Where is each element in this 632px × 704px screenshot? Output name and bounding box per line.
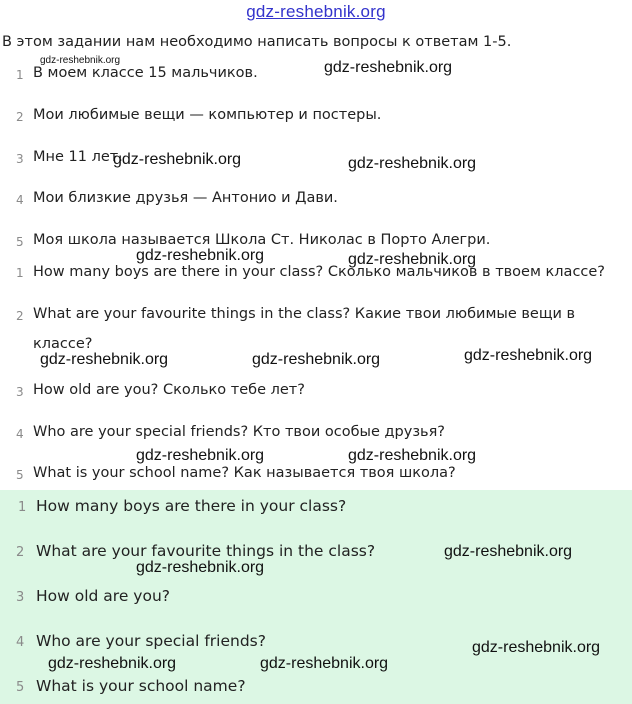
watermark: gdz-reshebnik.org xyxy=(40,351,169,368)
watermark: gdz-reshebnik.org xyxy=(324,59,453,76)
list-item-number: 1 xyxy=(18,500,27,515)
list-item: Who are your special friends? xyxy=(36,632,266,650)
list-item: Who are your special friends? Кто твои особые друзья? xyxy=(33,424,445,440)
task-intro: В этом задании нам необходимо написать вопросы к ответам 1-5. xyxy=(2,34,512,50)
watermark: gdz-reshebnik.org xyxy=(136,247,265,264)
watermark: gdz-reshebnik.org xyxy=(348,447,477,464)
watermark: gdz-reshebnik.org xyxy=(252,351,381,368)
list-item-number: 1 xyxy=(16,266,24,280)
list-item-number: 3 xyxy=(16,590,25,605)
list-item: Мне 11 лет. xyxy=(33,149,123,165)
list-item-number: 5 xyxy=(16,468,24,482)
list-item-number: 2 xyxy=(16,309,24,323)
list-item: В моем классе 15 мальчиков. xyxy=(33,65,258,81)
watermark: gdz-reshebnik.org xyxy=(113,151,242,168)
list-item-number: 2 xyxy=(16,545,25,560)
list-item: Мои любимые вещи — компьютер и постеры. xyxy=(33,107,382,123)
list-item-number: 2 xyxy=(16,110,24,124)
list-item: What is your school name? Как называется твоя школа? xyxy=(33,465,456,481)
watermark: gdz-reshebnik.org xyxy=(48,655,177,672)
watermark: gdz-reshebnik.org xyxy=(464,347,593,364)
watermark: gdz-reshebnik.org xyxy=(472,639,601,656)
list-item: What are your favourite things in the class? Какие твои любимые вещи в классе? xyxy=(33,306,576,352)
list-item-number: 3 xyxy=(16,385,24,399)
watermark: gdz-reshebnik.org xyxy=(348,251,477,268)
list-item-number: 4 xyxy=(16,193,24,207)
list-item: Моя школа называется Школа Ст. Николас в Порто Алегри. xyxy=(33,232,491,248)
watermark: gdz-reshebnik.org xyxy=(444,543,573,560)
watermark: gdz-reshebnik.org xyxy=(348,155,477,172)
list-item: How many boys are there in your class? Сколько мальчиков в твоем классе? xyxy=(33,264,605,280)
watermark: gdz-reshebnik.org xyxy=(260,655,389,672)
watermark: gdz-reshebnik.org xyxy=(136,559,265,576)
list-item: Мои близкие друзья — Антонио и Дави. xyxy=(33,190,338,206)
list-item: What are your favourite things in the class? xyxy=(36,542,376,560)
list-item: How old are you? Сколько тебе лет? xyxy=(33,382,305,398)
list-item: What is your school name? xyxy=(36,677,246,695)
list-item: How old are you? xyxy=(36,587,170,605)
list-item-number: 4 xyxy=(16,427,24,441)
watermark: gdz-reshebnik.org xyxy=(40,55,121,66)
list-item-number: 5 xyxy=(16,235,24,249)
site-header-link[interactable]: gdz-reshebnik.org xyxy=(246,2,386,21)
list-item-number: 5 xyxy=(16,680,25,695)
list-item-number: 4 xyxy=(16,635,25,650)
watermark: gdz-reshebnik.org xyxy=(136,447,265,464)
list-item-number: 1 xyxy=(16,68,24,82)
list-item: How many boys are there in your class? xyxy=(36,497,347,515)
list-item-number: 3 xyxy=(16,152,24,166)
